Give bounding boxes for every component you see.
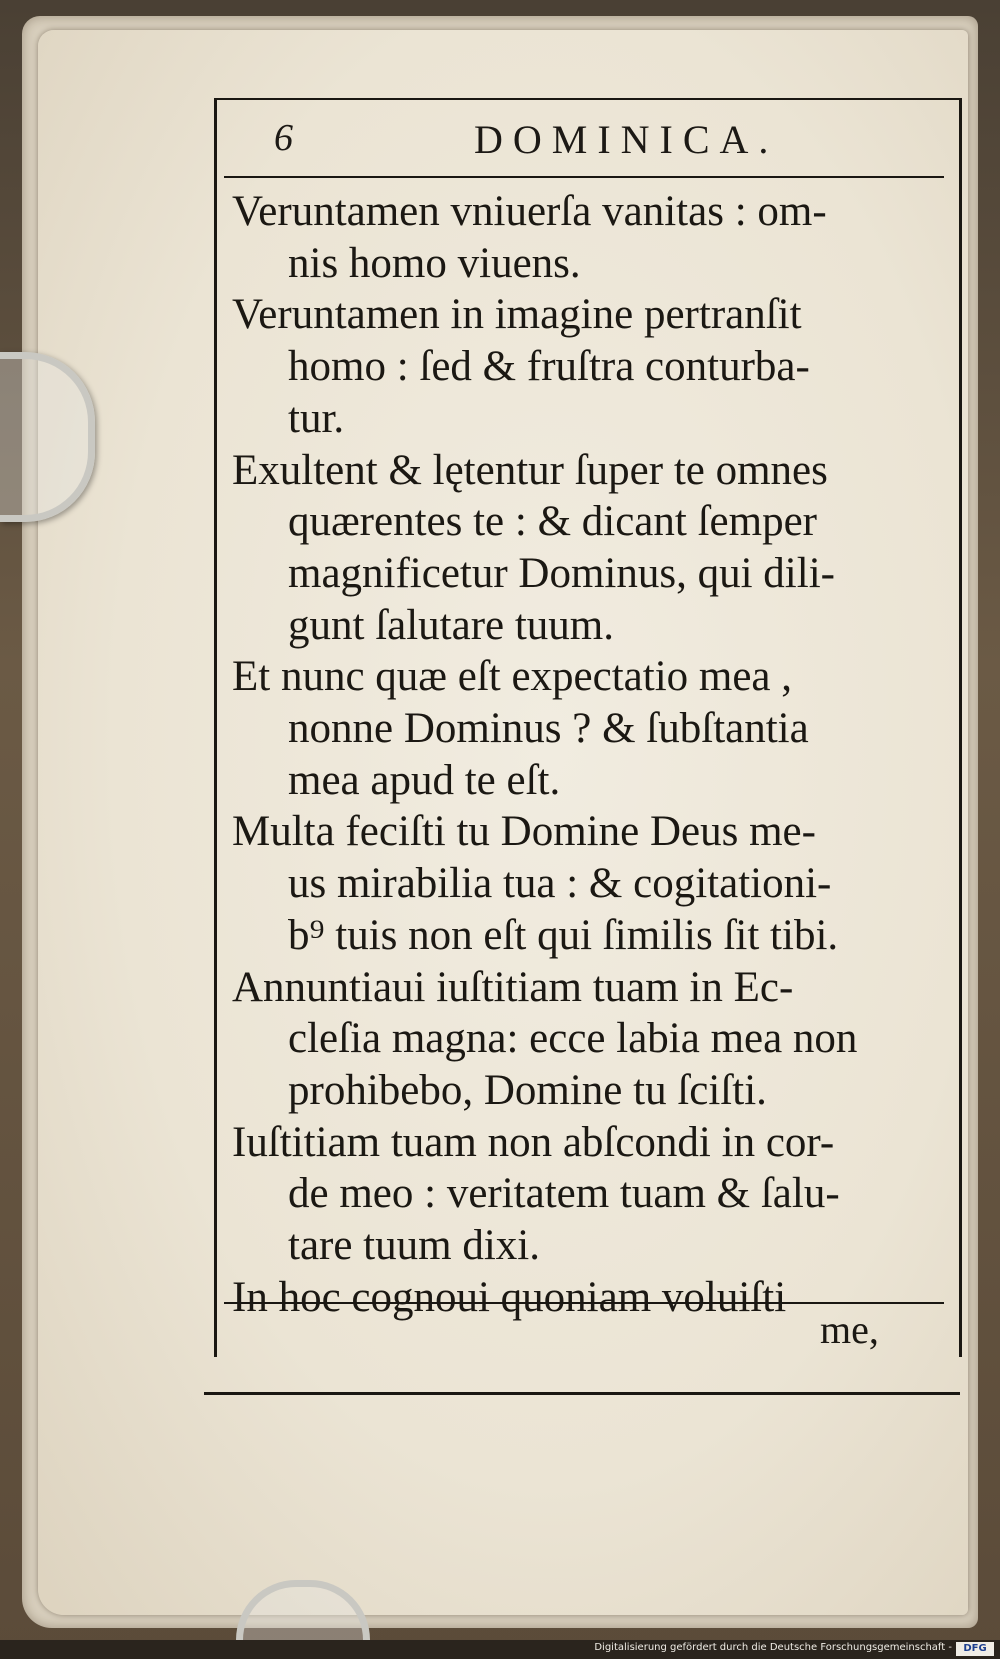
verse-line: In hoc cognoui quoniam voluiſti — [232, 1273, 787, 1321]
verse-line: nis homo viuens. — [288, 239, 581, 287]
verse — [232, 289, 944, 444]
verse — [232, 445, 944, 652]
page-number: 6 — [274, 117, 293, 159]
verse-line: homo : ſed & fruſtra conturba- — [288, 343, 810, 391]
catchword: me, — [820, 1307, 879, 1352]
verse-line: b⁹ tuis non eſt qui ſimilis ſit tibi. — [288, 911, 839, 959]
verse — [232, 651, 944, 806]
verse-line: Multa feciſti tu Domine Deus me- — [232, 808, 816, 856]
verse — [232, 1117, 944, 1272]
verse — [232, 962, 944, 1117]
verse-line: Exultent & lętentur ſuper te omnes — [232, 446, 828, 494]
page-header — [224, 116, 944, 170]
text-bottom-rule — [224, 1302, 944, 1304]
verse-line: tur. — [288, 394, 345, 442]
dfg-logo-icon: DFG — [956, 1642, 994, 1656]
verse-line: de meo : veritatem tuam & ſalu- — [288, 1170, 840, 1218]
verse — [232, 806, 944, 961]
psalm-text — [232, 186, 944, 1323]
verse-line: magnificetur Dominus, qui dili- — [288, 549, 835, 597]
footer-credit: Digitalisierung gefördert durch die Deutsche Forschungsgemeinschaft - — [594, 1642, 952, 1653]
verse-line: gunt ſalutare tuum. — [288, 601, 615, 649]
verse-line: us mirabilia tua : & cogitationi- — [288, 860, 832, 908]
verse-line: quærentes te : & dicant ſemper — [288, 498, 817, 546]
verse — [232, 186, 944, 289]
verse-line: Et nunc quæ eſt expectatio mea , — [232, 653, 793, 701]
header-rule — [224, 176, 944, 178]
verse-line: tare tuum dixi. — [288, 1222, 540, 1270]
running-head: DOMINICA. — [474, 117, 779, 162]
verse-line: Veruntamen in imagine pertranſit — [232, 291, 802, 339]
verse-line: Iuſtitiam tuam non abſcondi in cor- — [232, 1118, 835, 1166]
verse-line: Veruntamen vniuerſa vanitas : om- — [232, 188, 827, 235]
frame-bottom-rule — [204, 1392, 960, 1395]
verse-line: cleſia magna: ecce labia mea non — [288, 1015, 858, 1063]
verse-line: prohibebo, Domine tu ſciſti. — [288, 1066, 767, 1114]
verse-line: mea apud te eſt. — [288, 756, 561, 804]
verse-line: Annuntiaui iuſtitiam tuam in Ec- — [232, 963, 794, 1011]
verse-line: nonne Dominus ? & ſubſtantia — [288, 705, 809, 753]
